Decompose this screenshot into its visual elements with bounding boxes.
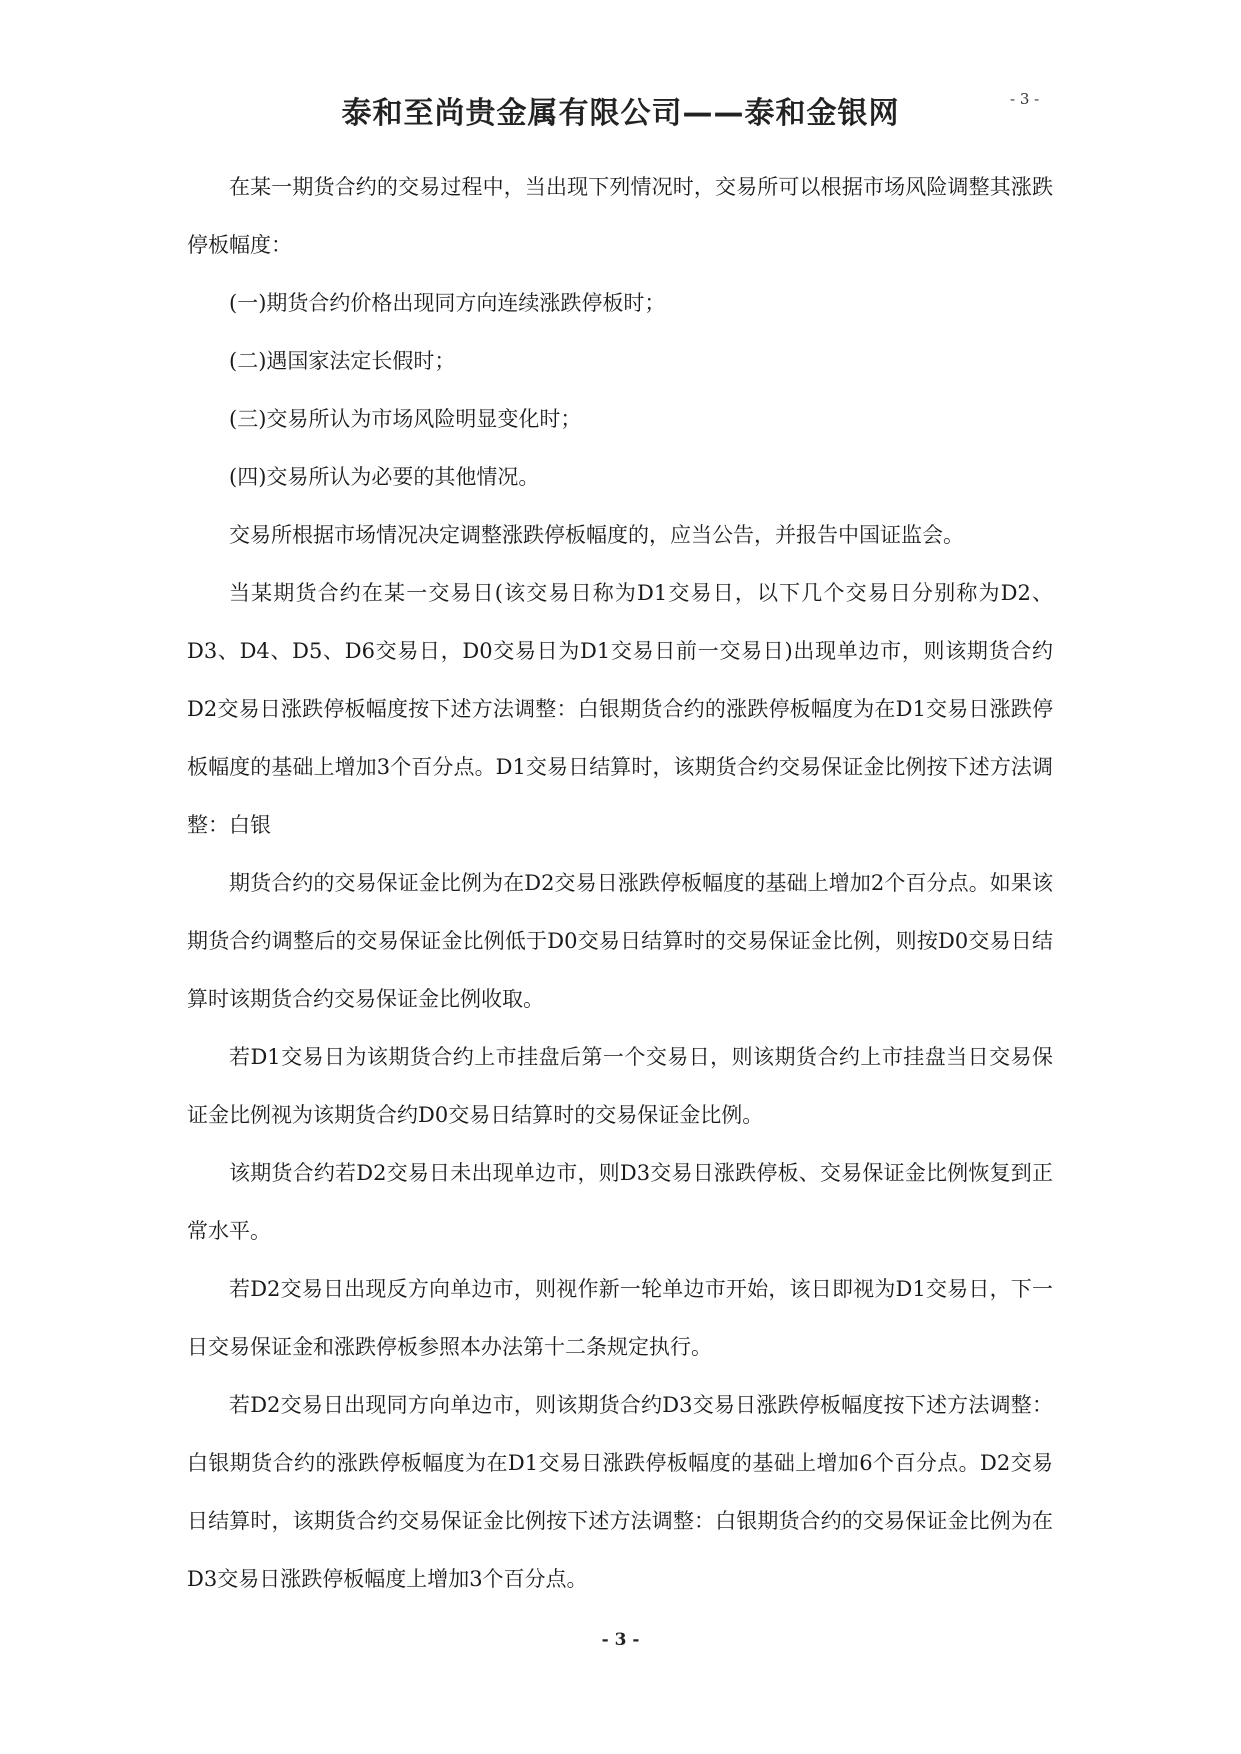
paragraph: 交易所根据市场情况决定调整涨跌停板幅度的，应当公告，并报告中国证监会。	[229, 523, 964, 547]
footer-page-number: - 3 -	[601, 1630, 640, 1650]
header-page-number: - 3 -	[1010, 90, 1040, 108]
paragraph: (二)遇国家法定长假时；	[229, 349, 456, 373]
body-text	[187, 158, 1053, 1608]
paragraph: (四)交易所认为必要的其他情况。	[229, 465, 540, 489]
paragraph: (三)交易所认为市场风险明显变化时；	[229, 407, 582, 431]
paragraph: 该期货合约若D2交易日未出现单边市，则D3交易日涨跌停板、交易保证金比例恢复到正常水平。	[187, 1161, 1053, 1243]
paragraph: 在某一期货合约的交易过程中，当出现下列情况时，交易所可以根据市场风险调整其涨跌停板幅度：	[187, 175, 1053, 257]
paragraph: 若D2交易日出现同方向单边市，则该期货合约D3交易日涨跌停板幅度按下述方法调整：白银期货合约的涨跌停板幅度为在D1交易日涨跌停板幅度的基础上增加6个百分点。D2交易日结算时，该期货合约交易保证金比例按下述方法调整：白银期货合约的交易保证金比例为在D3交易日涨跌停板幅度上增加3个百分点。	[187, 1393, 1053, 1591]
paragraph: 若D1交易日为该期货合约上市挂盘后第一个交易日，则该期货合约上市挂盘当日交易保证金比例视为该期货合约D0交易日结算时的交易保证金比例。	[187, 1045, 1053, 1127]
paragraph: (一)期货合约价格出现同方向连续涨跌停板时；	[229, 291, 666, 315]
paragraph: 若D2交易日出现反方向单边市，则视作新一轮单边市开始，该日即视为D1交易日，下一日交易保证金和涨跌停板参照本办法第十二条规定执行。	[187, 1277, 1053, 1359]
paragraph: 期货合约的交易保证金比例为在D2交易日涨跌停板幅度的基础上增加2个百分点。如果该期货合约调整后的交易保证金比例低于D0交易日结算时的交易保证金比例，则按D0交易日结算时该期货合约交易保证金比例收取。	[187, 871, 1053, 1011]
page-header-title: 泰和至尚贵金属有限公司——泰和金银网	[341, 96, 900, 131]
paragraph: 当某期货合约在某一交易日(该交易日称为D1交易日，以下几个交易日分别称为D2、D3、D4、D5、D6交易日，D0交易日为D1交易日前一交易日)出现单边市，则该期货合约D2交易日涨跌停板幅度按下述方法调整：白银期货合约的涨跌停板幅度为在D1交易日涨跌停板幅度的基础上增加3个百分点。D1交易日结算时，该期货合约交易保证金比例按下述方法调整：白银	[187, 581, 1053, 837]
